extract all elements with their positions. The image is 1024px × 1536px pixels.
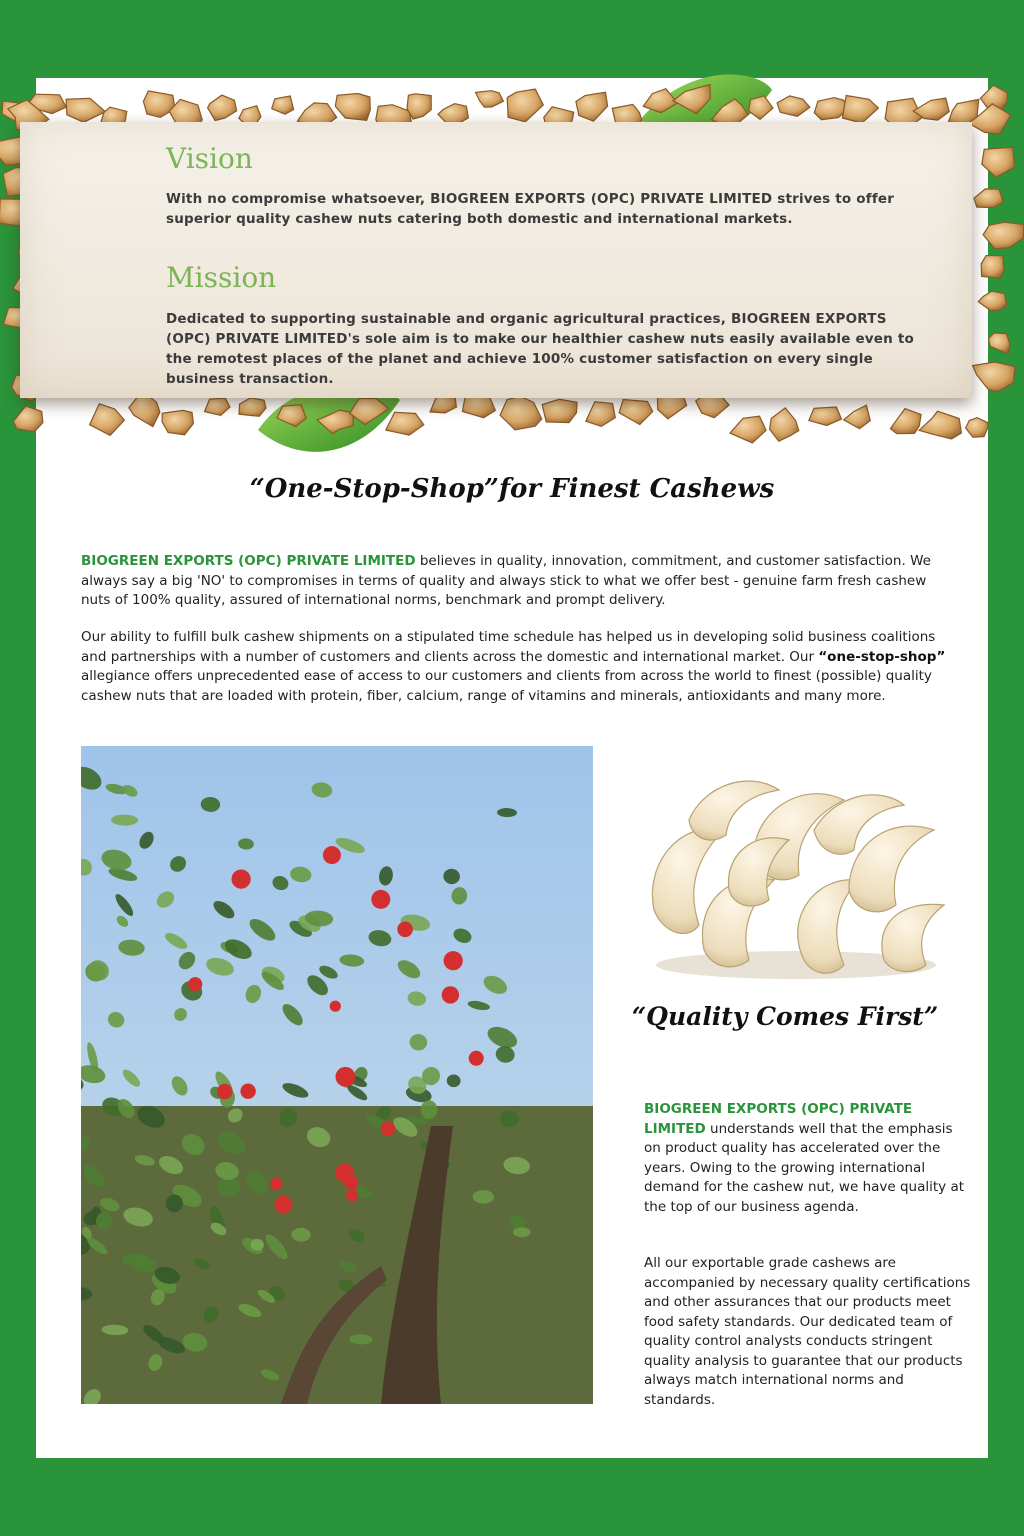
- cashew-apple: [371, 890, 390, 909]
- cashew-apple: [335, 1164, 354, 1183]
- cashew-apple: [336, 1067, 356, 1087]
- intro-paragraph-2: [81, 628, 951, 706]
- quality-paragraph-1: [644, 1100, 972, 1217]
- cashew-apple: [330, 1001, 341, 1012]
- intro-paragraph-1-text: believes in quality, innovation, commitment, and customer satisfaction. We always say a big 'NO' to compromises in terms of quality and always stick to what we offer best - genuine farm fresh cashew nuts of 100% quality, assured of international norms, benchmark and prompt delivery.: [81, 553, 931, 608]
- cashew-chip: [777, 96, 810, 116]
- cashew-apple: [270, 1178, 282, 1190]
- quality-paragraph-2: All our exportable grade cashews are accompanied by necessary quality certifications and other assurances that our products meet food safety standards. Our dedicated team of quality control analysts conducts stringent quality analysis to guarantee that our products always match international norms and standards.: [644, 1255, 971, 1408]
- cashew-chip: [919, 411, 961, 439]
- cashew-chip: [983, 222, 1024, 249]
- cashew-chip: [619, 400, 653, 425]
- cashew-chip: [844, 405, 871, 429]
- one-stop-shop-emphasis: “one-stop-shop”: [818, 648, 946, 665]
- cashew-apple: [232, 870, 251, 889]
- quality-brand-name: BIOGREEN EXPORTS (OPC) PRIVATE LIMITED: [644, 1101, 913, 1137]
- cashew-apple: [381, 1122, 396, 1137]
- cashew-apple: [346, 1190, 358, 1202]
- cashew-chip: [981, 256, 1004, 279]
- intro-paragraph-2-end: allegiance offers unprecedented ease of access to our customers and clients from across the world to finest (possible) quality cashew nuts that are loaded with protein, fiber, calcium, range of vitamins and minerals, antioxidants and many more.: [81, 668, 932, 704]
- cashew-apple: [323, 846, 341, 864]
- cashew-apple: [275, 1196, 293, 1214]
- cashew-chip: [730, 416, 766, 443]
- cashew-chip: [476, 91, 504, 107]
- cashew-apple: [240, 1084, 255, 1099]
- cashew-chip: [978, 291, 1006, 310]
- vision-text: With no compromise whatsoever, BIOGREEN EXPORTS (OPC) PRIVATE LIMITED strives to offer superior quality cashew nuts catering both domestic and international markets.: [166, 191, 895, 227]
- mission-text: Dedicated to supporting sustainable and organic agricultural practices, BIOGREEN EXPORTS (OPC) PRIVATE LIMITED's sole aim is to make our healthier cashew nuts easily available even to the remotest places of the planet and achieve 100% customer satisfaction on every single business transaction.: [166, 311, 915, 387]
- cashew-chip: [272, 96, 294, 114]
- cashew-chip: [162, 410, 193, 435]
- intro-paragraph-2-start: Our ability to fulfill bulk cashew shipments on a stipulated time schedule has helped us in developing solid business coalitions and partnerships with a number of customers and clients across the domestic and international market. Our: [81, 629, 936, 665]
- brand-name: BIOGREEN EXPORTS (OPC) PRIVATE LIMITED: [81, 553, 416, 569]
- cashew-apple: [469, 1051, 484, 1066]
- cashew-apple: [188, 977, 202, 991]
- vision-heading: Vision: [166, 142, 253, 175]
- cashew-chip: [407, 94, 431, 119]
- cashew-chip: [542, 399, 577, 422]
- cashew-chip: [90, 404, 125, 436]
- cashew-chip: [386, 412, 424, 435]
- cashew-chip: [239, 398, 266, 416]
- cashew-chip: [982, 147, 1015, 177]
- cashew-apple: [444, 951, 463, 970]
- cashew-chip: [335, 94, 370, 121]
- cashew-apple: [397, 922, 413, 938]
- mission-heading: Mission: [166, 261, 277, 294]
- cashew-tree-photo: [81, 746, 593, 1404]
- cashew-chip: [890, 409, 921, 434]
- cashew-chip: [13, 406, 43, 432]
- cashew-chip: [974, 189, 1003, 208]
- cashew-chip: [842, 96, 878, 124]
- cashew-chip: [576, 92, 608, 121]
- cashew-chip: [749, 96, 773, 120]
- cashew-chip: [809, 407, 842, 426]
- cashew-chip: [66, 98, 105, 122]
- tagline-heading: “One-Stop-Shop”for Finest Cashews: [249, 474, 775, 504]
- cashew-chip: [507, 89, 543, 122]
- cashew-chip: [989, 333, 1010, 354]
- cashew-nuts-image: [634, 760, 958, 986]
- quality-heading: “Quality Comes First”: [631, 1002, 939, 1031]
- cashew-chip: [500, 396, 542, 430]
- cashew-apple: [217, 1084, 233, 1100]
- cashew-apple: [442, 986, 459, 1003]
- cashew-chip: [966, 418, 988, 438]
- cashew-chip: [586, 402, 616, 427]
- cashew-chip: [973, 362, 1016, 392]
- cashew-chip: [208, 95, 237, 120]
- cashew-chip: [205, 398, 230, 415]
- quality-paragraph-1-text: understands well that the emphasis on product quality has accelerated over the years. Owing to the growing international demand for the cashew nut, we have quality at the top of our business agenda.: [644, 1120, 965, 1215]
- intro-paragraph-1: [81, 552, 951, 611]
- cashew-chip: [770, 408, 799, 442]
